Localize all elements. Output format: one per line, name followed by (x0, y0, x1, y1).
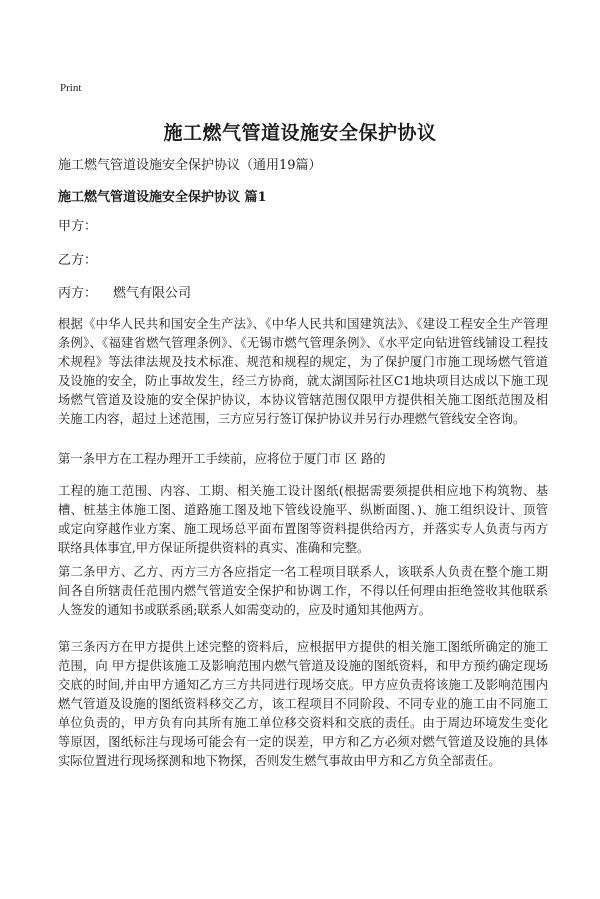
paragraph-article-1-intro: 第一条甲方在工程办理开工手续前，应将位于厦门市 区 路的 (58, 452, 386, 466)
paragraph-preamble: 根据《中华人民共和国安全生产法》、《中华人民共和国建筑法》、《建设工程安全生产管理条例》、《福建省燃气管理条例》、《无锡市燃气管理条例》、《水平定向钻进管线铺设工程技术规程》等法律法规及技术标准、规范和规程的规定，为了保护厦门市施工现场燃气管道及设施的安全，防止事故发生，经三方协商，就太湖国际社区C1地块项目达成以下施工现场燃气管道及设施的安全保护协议，本协议管辖范围仅限甲方提供相关施工图纸范围及相关施工内容，超过上述范围，三方应另行签订保护协议并另行办理燃气管线安全咨询。 (58, 317, 548, 426)
paragraph-article-2: 第二条甲方、乙方、丙方三方各应指定一名工程项目联系人，该联系人负责在整个施工期间各自所辖责任范围内燃气管道安全保护和协调工作，不得以任何理由拒绝签收其他联系人签发的通知书或联系函;联系人如需变动的，应及时通知其他两方。 (58, 565, 548, 617)
party-bing (58, 282, 191, 301)
paragraph-article-3: 第三条丙方在甲方提供上述完整的资料后，应根据甲方提供的相关施工图纸所确定的施工范围，向 甲方提供该施工及影响范围内燃气管道及设施的图纸资料，和甲方预约确定现场交底的时间,并由甲方通知乙方三方共同进行现场交底。甲方应负责将该施工及影响范围内燃气管道及设施的图纸资料移交乙方，该工程项目不同阶段、不同专业的施工由不同施工单位负责的，甲方负有向其所有施工单位移交资料和交底的责任。由于周边环境发生变化等原因，图纸标注与现场可能会有一定的误差，甲方和乙方必须对燃气管道及设施的具体实际位置进行现场探测和地下物探，否则发生燃气事故由甲方和乙方负全部责任。 (58, 640, 548, 768)
document-title: 施工燃气管道设施安全保护协议 (163, 122, 437, 144)
print-link[interactable]: Print (60, 82, 82, 94)
party-bing-label: 丙方： (58, 286, 98, 301)
document-subtitle: 施工燃气管道设施安全保护协议（通用19篇） (58, 158, 322, 173)
party-bing-value: 燃气有限公司 (113, 286, 192, 301)
party-jia-label: 甲方： (58, 219, 98, 234)
party-yi-label: 乙方： (58, 253, 98, 268)
section-heading: 施工燃气管道设施安全保护协议 篇1 (58, 190, 267, 205)
party-jia (58, 215, 97, 234)
party-yi (58, 249, 97, 268)
paragraph-article-1-body: 工程的施工范围、内容、工期、相关施工设计图纸(根据需要须提供相应地下构筑物、基槽、桩基主体施工图、道路施工图及地下管线设施平、纵断面图、)、施工组织设计、顶管或定向穿越作业方案、施工现场总平面布置图等资料提供给丙方，并落实专人负责与丙方联络具体事宜,甲方保证所提供资料的真实、准确和完整。 (58, 484, 548, 555)
